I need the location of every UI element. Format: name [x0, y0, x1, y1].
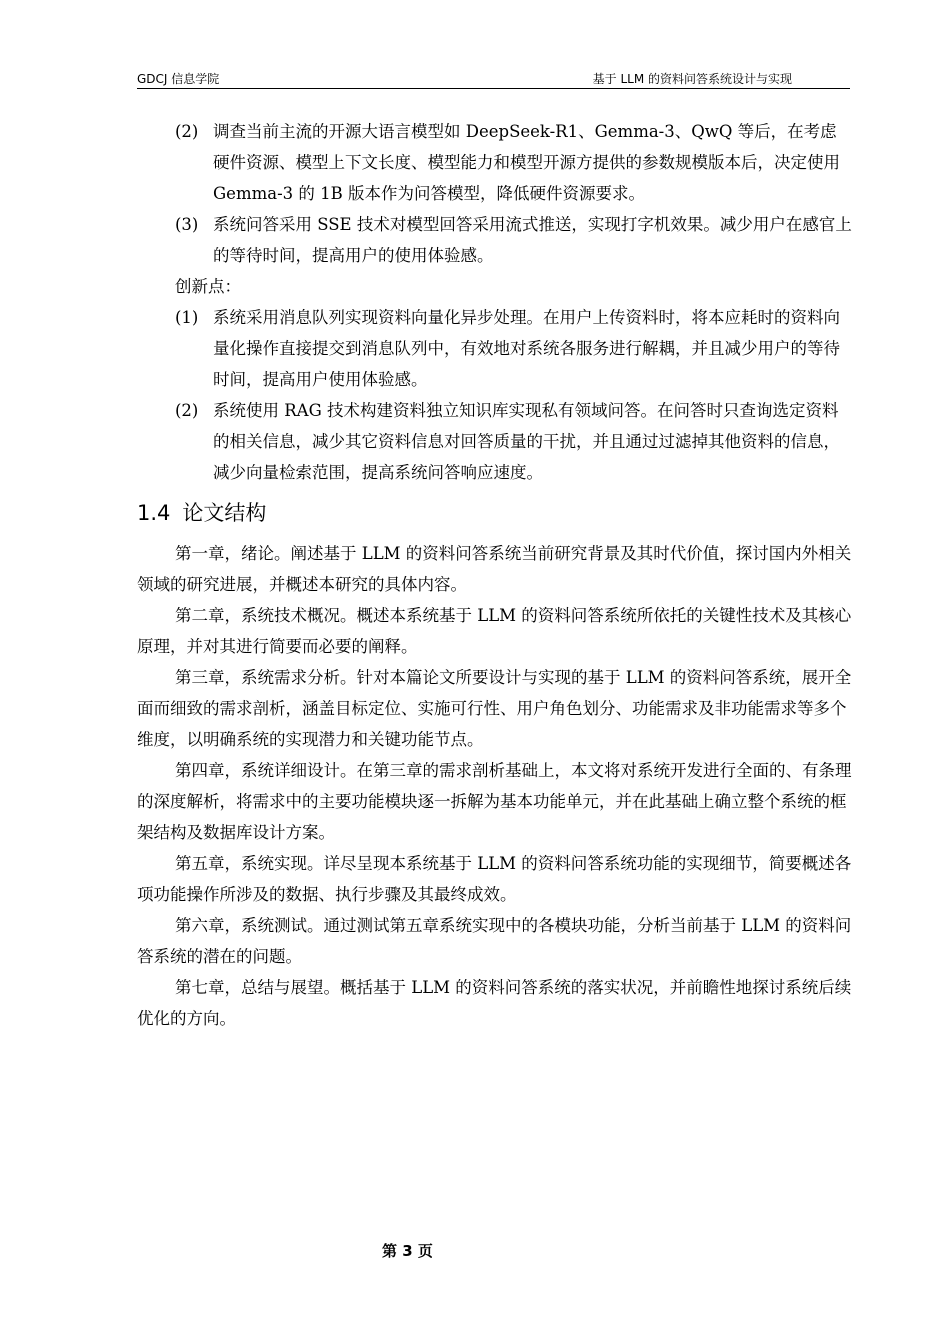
- chapter-paragraph: 第六章，系统测试。通过测试第五章系统实现中的各模块功能，分析当前基于 LLM 的资料问答系统的潜在的问题。: [137, 916, 852, 966]
- list-item-number: (2): [175, 401, 199, 420]
- list-item-text: 调查当前主流的开源大语言模型如 DeepSeek-R1、Gemma-3、QwQ 等后，在考虑硬件资源、模型上下文长度、模型能力和模型开源方提供的参数规模版本后，决定使用 Gemma-3 的 1B 版本作为问答模型，降低硬件资源要求。: [213, 122, 840, 203]
- chapter-paragraph: 第五章，系统实现。详尽呈现本系统基于 LLM 的资料问答系统功能的实现细节，简要概述各项功能操作所涉及的数据、执行步骤及其最终成效。: [137, 854, 852, 904]
- chapter-paragraph: 第三章，系统需求分析。针对本篇论文所要设计与实现的基于 LLM 的资料问答系统，展开全面而细致的需求剖析，涵盖目标定位、实施可行性、用户角色划分、功能需求及非功能需求等多个维度，以明确系统的实现潜力和关键功能节点。: [137, 668, 852, 749]
- chapter-paragraph: 第二章，系统技术概况。概述本系统基于 LLM 的资料问答系统所依托的关键性技术及其核心原理，并对其进行简要而必要的阐释。: [137, 606, 852, 656]
- list-item-text: 系统使用 RAG 技术构建资料独立知识库实现私有领域问答。在问答时只查询选定资料的相关信息，减少其它资料信息对回答质量的干扰，并且通过过滤掉其他资料的信息，减少向量检索范围，提高系统问答响应速度。: [213, 401, 840, 482]
- list-item: [137, 209, 852, 271]
- list-item-number: (2): [175, 122, 199, 141]
- header-institution: GDCJ 信息学院: [137, 72, 220, 86]
- chapter-paragraph: 第一章，绪论。阐述基于 LLM 的资料问答系统当前研究背景及其时代价值，探讨国内外相关领域的研究进展，并概述本研究的具体内容。: [137, 544, 852, 594]
- list-item: [137, 116, 852, 209]
- header-document-title: 基于 LLM 的资料问答系统设计与实现: [592, 72, 792, 86]
- page-header: [137, 68, 850, 89]
- list-item-number: (3): [175, 215, 199, 234]
- section-heading: [137, 498, 852, 528]
- innovation-label: 创新点：: [175, 277, 241, 296]
- chapter-paragraph: 第七章，总结与展望。概括基于 LLM 的资料问答系统的落实状况，并前瞻性地探讨系统后续优化的方向。: [137, 978, 852, 1028]
- list-item-text: 系统采用消息队列实现资料向量化异步处理。在用户上传资料时，将本应耗时的资料向量化操作直接提交到消息队列中，有效地对系统各服务进行解耦，并且减少用户的等待时间，提高用户使用体验感。: [213, 308, 840, 389]
- section-number: 1.4: [137, 501, 171, 525]
- list-item-text: 系统问答采用 SSE 技术对模型回答采用流式推送，实现打字机效果。减少用户在感官上的等待时间，提高用户的使用体验感。: [213, 215, 852, 265]
- list-item: [137, 395, 852, 488]
- page-body: [137, 116, 852, 1034]
- page-number: 第 3 页: [382, 1242, 433, 1260]
- list-item: [137, 302, 852, 395]
- chapter-paragraph: 第四章，系统详细设计。在第三章的需求剖析基础上，本文将对系统开发进行全面的、有条理的深度解析，将需求中的主要功能模块逐一拆解为基本功能单元，并在此基础上确立整个系统的框架结构及数据库设计方案。: [137, 761, 852, 842]
- list-item-number: (1): [175, 308, 199, 327]
- section-title: 论文结构: [182, 501, 267, 525]
